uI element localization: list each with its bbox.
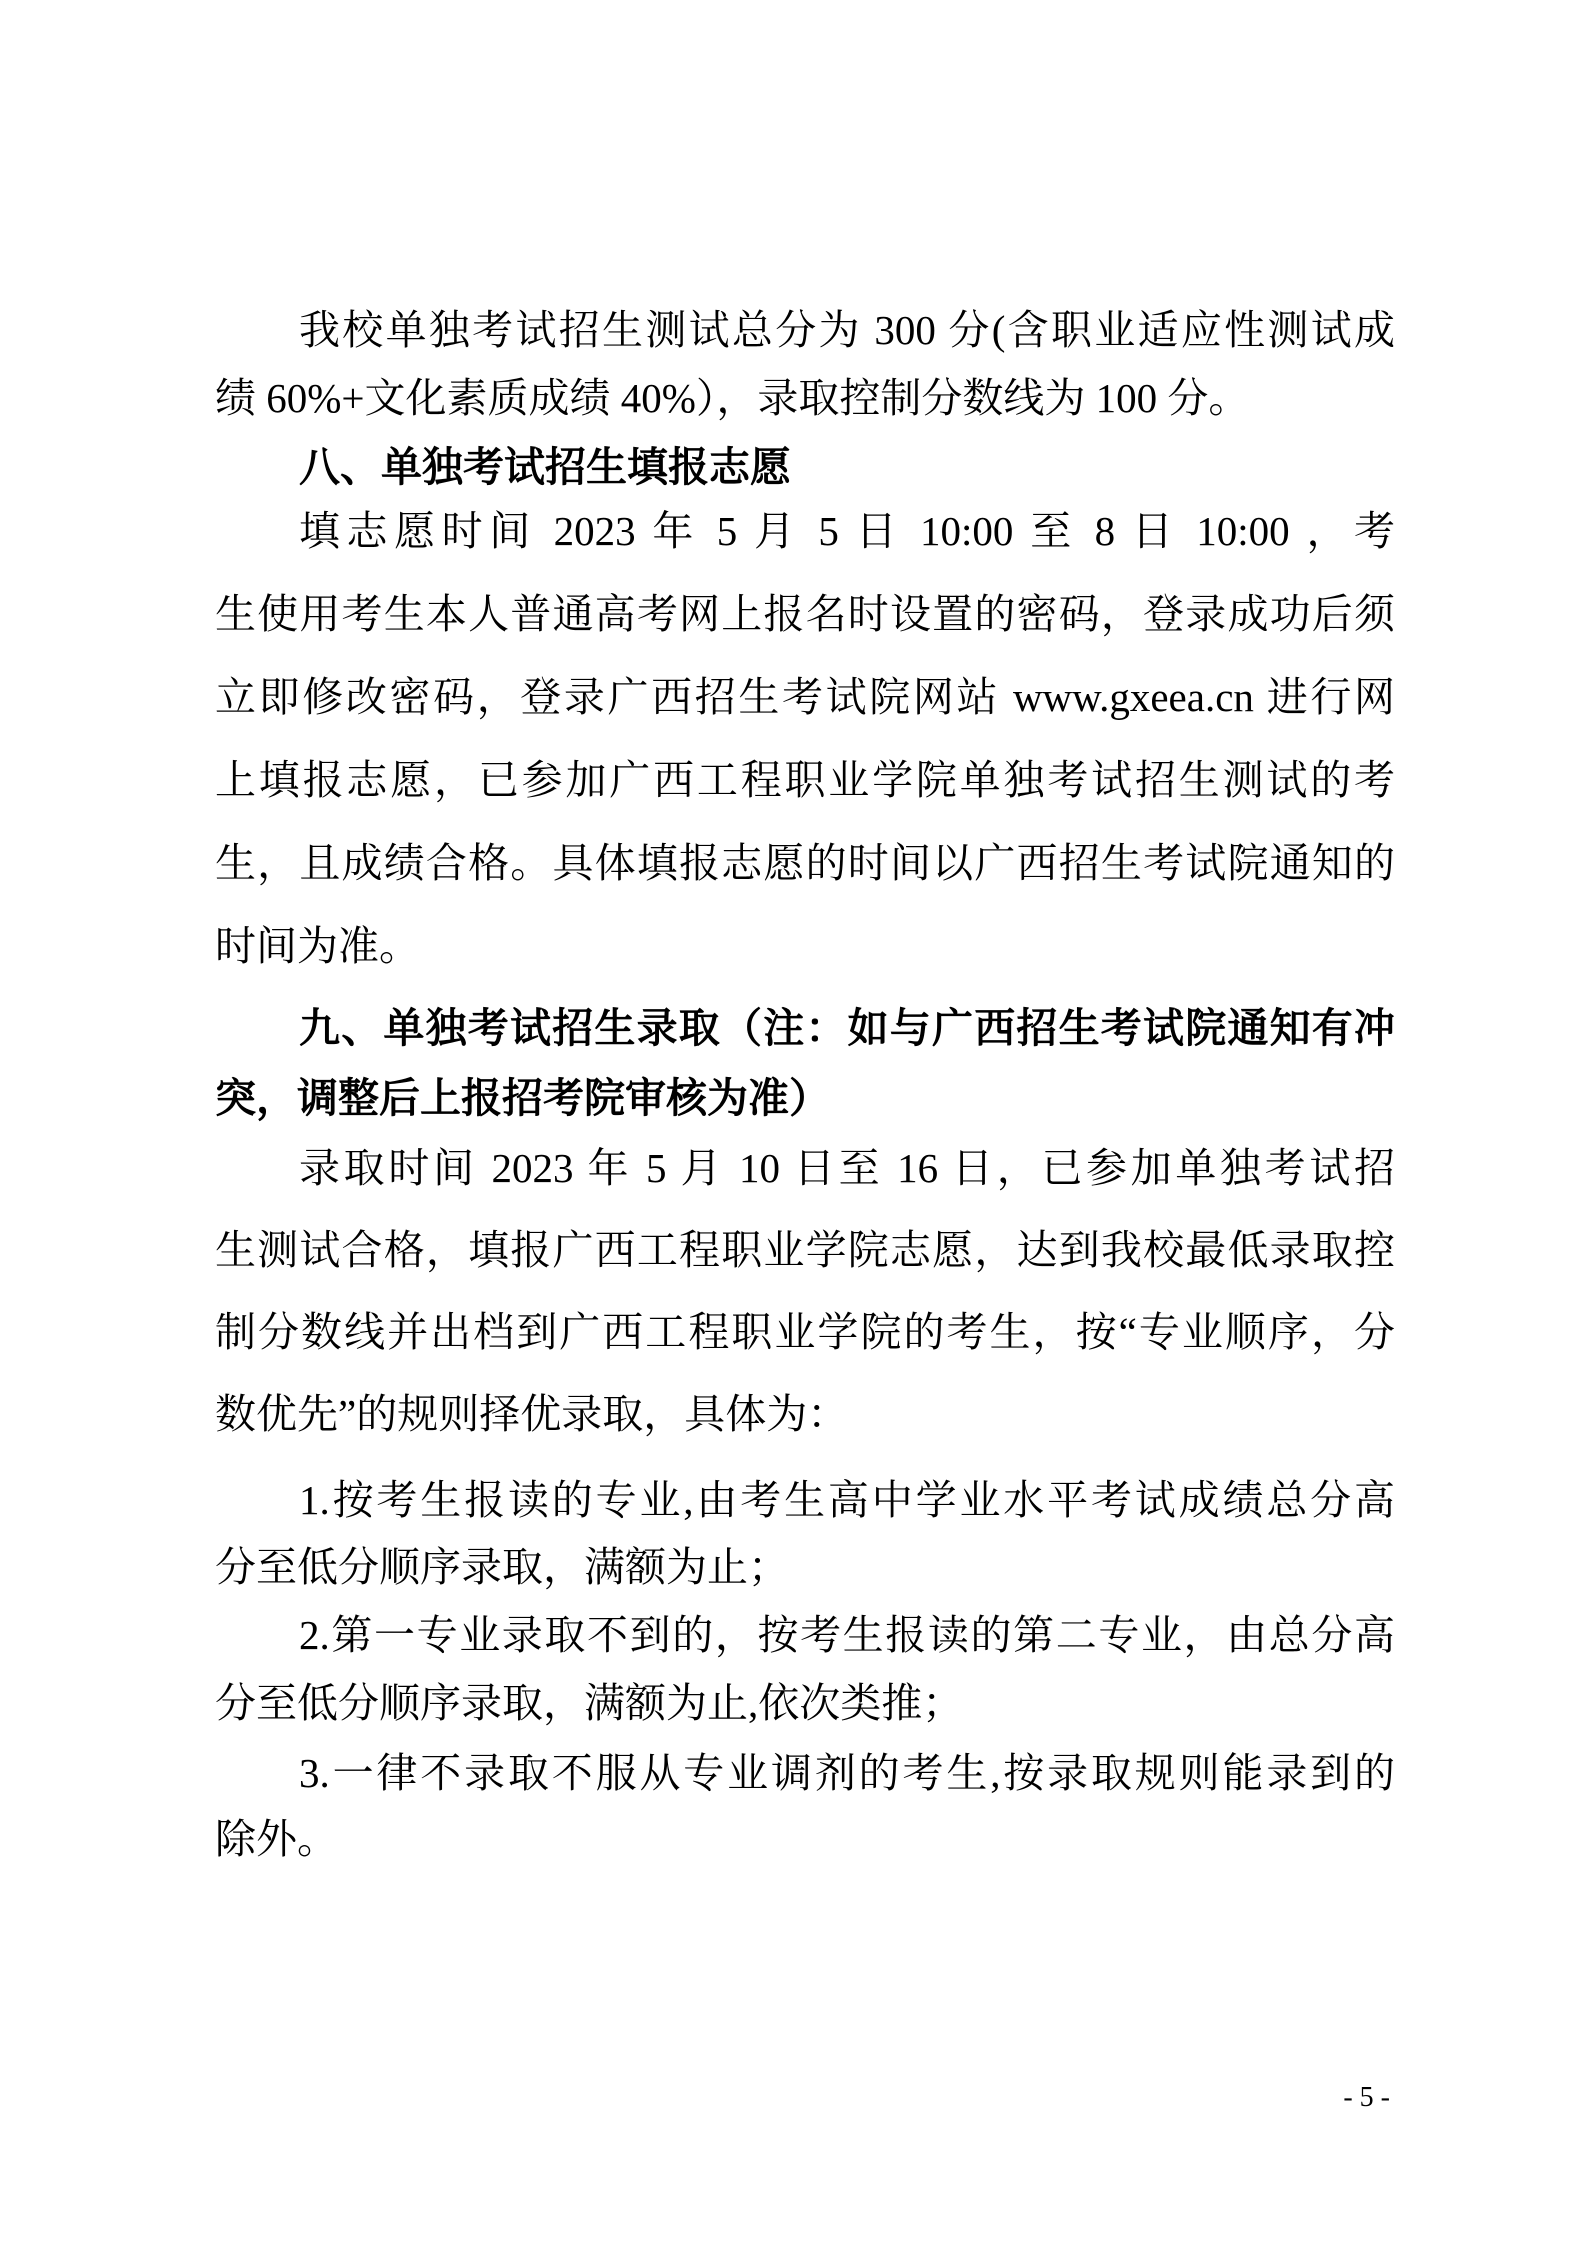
- text-line: 2.第一专业录取不到的，按考生报读的第二专业，由总分高: [299, 1612, 1395, 1658]
- text-line: 3.一律不录取不服从专业调剂的考生,按录取规则能录到的: [299, 1750, 1395, 1796]
- text-line: 1.按考生报读的专业,由考生高中学业水平考试成绩总分高: [299, 1477, 1395, 1523]
- text-line: 绩 60%+文化素质成绩 40%），录取控制分数线为 100 分。: [215, 375, 1250, 421]
- text-line: 立即修改密码，登录广西招生考试院网站 www.gxeea.cn 进行网: [215, 674, 1395, 720]
- text-line: 时间为准。: [215, 923, 420, 969]
- list-item-2: [215, 1601, 1395, 1737]
- text-line: 生使用考生本人普通高考网上报名时设置的密码，登录成功后须: [215, 591, 1395, 637]
- paragraph-admission-time: [215, 1127, 1395, 1455]
- text-line: 生，且成绩合格。具体填报志愿的时间以广西招生考试院通知的: [215, 840, 1395, 886]
- text-line: 我校单独考试招生测试总分为 300 分(含职业适应性测试成: [299, 307, 1395, 353]
- text-line: 制分数线并出档到广西工程职业学院的考生，按“专业顺序，分: [215, 1309, 1395, 1355]
- paragraph-application-time: [215, 490, 1395, 988]
- text-line: 上填报志愿，已参加广西工程职业学院单独考试招生测试的考: [215, 757, 1395, 803]
- heading-line: 八、单独考试招生填报志愿: [299, 444, 791, 490]
- heading-line: 突，调整后上报招考院审核为准）: [215, 1075, 830, 1121]
- text-line: 录取时间 2023 年 5 月 10 日至 16 日，已参加单独考试招: [299, 1145, 1395, 1191]
- paragraph-total-score: [215, 296, 1395, 432]
- text-line: 数优先”的规则择优录取，具体为：: [215, 1391, 849, 1437]
- text-line: 分至低分顺序录取，满额为止,依次类推；: [215, 1680, 964, 1726]
- section-heading-9: [215, 993, 1395, 1133]
- list-item-1: [215, 1467, 1395, 1601]
- text-line: 除外。: [215, 1816, 338, 1862]
- text-line: 分至低分顺序录取，满额为止；: [215, 1544, 789, 1590]
- text-line: 生测试合格，填报广西工程职业学院志愿，达到我校最低录取控: [215, 1227, 1395, 1273]
- text-line: 填志愿时间 2023 年 5 月 5 日 10:00 至 8 日 10:00 ，考: [299, 508, 1395, 554]
- page-number: - 5 -: [1343, 2082, 1390, 2113]
- list-item-3: [215, 1740, 1395, 1872]
- heading-line: 九、单独考试招生录取（注：如与广西招生考试院通知有冲: [299, 1005, 1395, 1051]
